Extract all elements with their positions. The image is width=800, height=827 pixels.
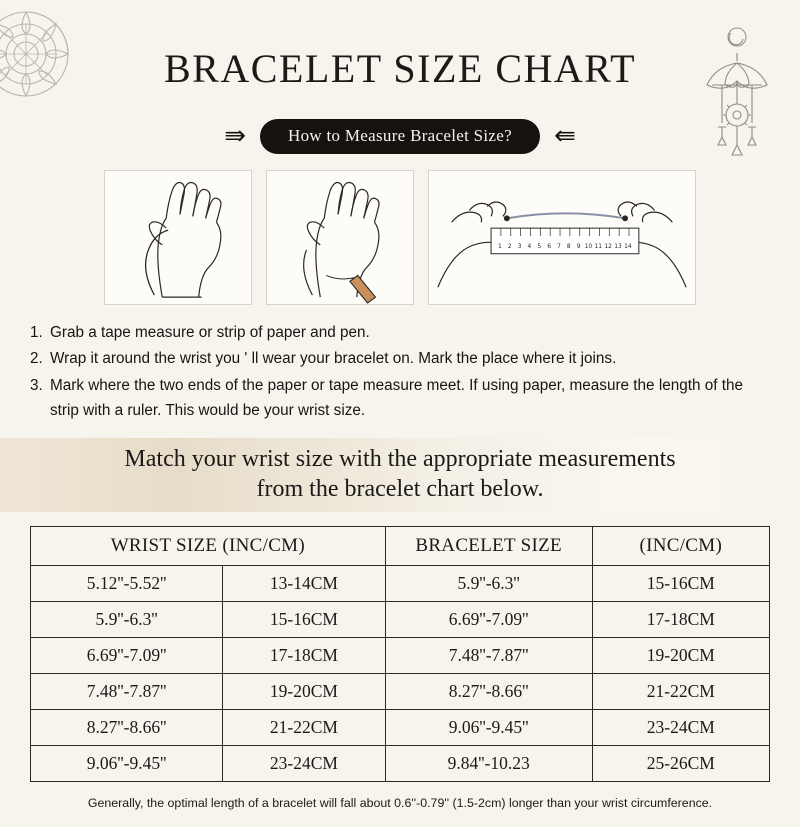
svg-text:10: 10	[584, 243, 593, 250]
cell-bracelet-cm: 21-22CM	[592, 673, 769, 709]
svg-text:7: 7	[557, 243, 561, 250]
svg-text:2: 2	[507, 243, 512, 250]
subtitle-pill: How to Measure Bracelet Size?	[260, 119, 540, 154]
banner-line-2: from the bracelet chart below.	[256, 475, 544, 502]
cell-bracelet-cm: 23-24CM	[592, 709, 769, 745]
page-title: BRACELET SIZE CHART	[163, 45, 637, 91]
cell-bracelet-inch: 8.27''-8.66''	[385, 673, 592, 709]
cell-wrist-cm: 21-22CM	[223, 709, 386, 745]
cell-bracelet-inch: 6.69''-7.09''	[385, 601, 592, 637]
cell-bracelet-inch: 9.06''-9.45''	[385, 709, 592, 745]
svg-text:13: 13	[614, 243, 622, 250]
step-text: Grab a tape measure or strip of paper and pen.	[50, 323, 370, 341]
step-text: Mark where the two ends of the paper or tape measure meet. If using paper, measure the length of the strip with a ruler. This would be your wrist size.	[50, 377, 744, 419]
match-size-banner	[0, 438, 800, 512]
photo-row	[0, 170, 800, 305]
footer-note: Generally, the optimal length of a bracelet will fall about 0.6''-0.79'' (1.5-2cm) longer than your wrist circumference.	[87, 795, 713, 810]
svg-text:6: 6	[547, 243, 551, 250]
hand-with-tape-measure-photo	[104, 170, 252, 305]
table-row	[31, 709, 770, 745]
cell-bracelet-cm: 25-26CM	[592, 745, 769, 781]
list-item	[30, 347, 772, 372]
step-number: 2.	[30, 350, 43, 368]
svg-text:8: 8	[566, 243, 571, 250]
cell-wrist-inch: 5.12''-5.52''	[31, 565, 223, 601]
instruction-steps	[30, 321, 772, 424]
cell-bracelet-inch: 7.48''-7.87''	[385, 637, 592, 673]
svg-text:9: 9	[576, 243, 581, 250]
flourish-right-icon: ⇚	[553, 121, 576, 152]
table-header-row	[31, 526, 770, 565]
svg-text:1: 1	[497, 243, 502, 250]
cell-wrist-cm: 17-18CM	[223, 637, 386, 673]
size-table	[30, 526, 770, 782]
table-row	[31, 673, 770, 709]
header-wrist-size: WRIST SIZE (INC/CM)	[31, 526, 386, 565]
cell-wrist-cm: 13-14CM	[223, 565, 386, 601]
subtitle-row	[0, 119, 800, 154]
table-row	[31, 745, 770, 781]
banner-line-1: Match your wrist size with the appropriate measurements	[124, 446, 676, 473]
step-number: 1.	[30, 323, 43, 341]
svg-text:12: 12	[604, 243, 612, 250]
cell-wrist-inch: 5.9''-6.3''	[31, 601, 223, 637]
cell-wrist-inch: 7.48''-7.87''	[31, 673, 223, 709]
svg-text:5: 5	[537, 243, 542, 250]
cell-bracelet-inch: 5.9''-6.3''	[385, 565, 592, 601]
cell-bracelet-cm: 17-18CM	[592, 601, 769, 637]
cell-bracelet-inch: 9.84''-10.23	[385, 745, 592, 781]
cell-wrist-cm: 23-24CM	[223, 745, 386, 781]
bracelet-size-chart-page	[0, 27, 800, 827]
cell-wrist-cm: 15-16CM	[223, 601, 386, 637]
cell-wrist-inch: 8.27''-8.66''	[31, 709, 223, 745]
cell-wrist-cm: 19-20CM	[223, 673, 386, 709]
svg-text:3: 3	[517, 243, 522, 250]
list-item	[30, 321, 772, 346]
header-bracelet-units: (INC/CM)	[592, 526, 769, 565]
flourish-left-icon: ⇛	[224, 121, 247, 152]
svg-text:11: 11	[594, 243, 603, 250]
svg-text:4: 4	[527, 243, 532, 250]
hand-marking-paper-photo	[266, 170, 414, 305]
cell-wrist-inch: 9.06''-9.45''	[31, 745, 223, 781]
cell-bracelet-cm: 15-16CM	[592, 565, 769, 601]
cell-wrist-inch: 6.69''-7.09''	[31, 637, 223, 673]
table-row	[31, 601, 770, 637]
table-row	[31, 565, 770, 601]
list-item	[30, 374, 772, 424]
table-row	[31, 637, 770, 673]
header-bracelet-size: BRACELET SIZE	[385, 526, 592, 565]
step-number: 3.	[30, 377, 43, 395]
svg-text:14: 14	[624, 243, 632, 250]
cell-bracelet-cm: 19-20CM	[592, 637, 769, 673]
step-text: Wrap it around the wrist you ' ll wear your bracelet on. Mark the place where it joins.	[50, 350, 617, 368]
ruler-measuring-paper-photo	[428, 170, 696, 305]
